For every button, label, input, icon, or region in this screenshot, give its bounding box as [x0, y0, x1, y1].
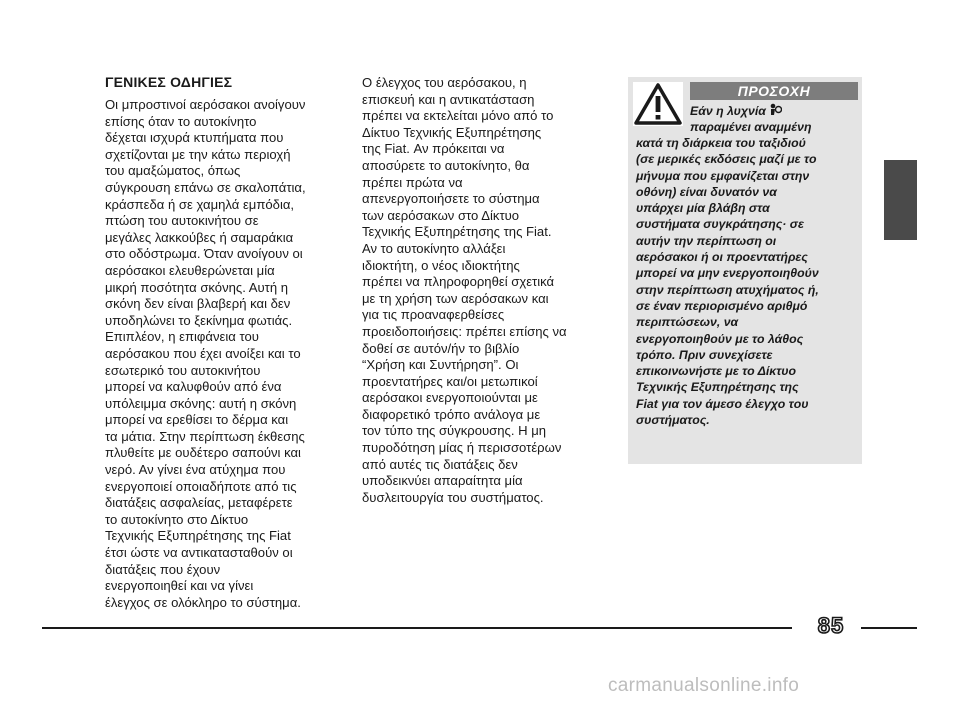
text-line: κράσπεδα ή σε χαμηλά εμπόδια,	[105, 196, 295, 212]
text-line: μπορεί να ερεθίσει το δέρμα και	[105, 412, 289, 428]
text-line: νερό. Αν γίνει ένα ατύχημα που	[105, 462, 286, 478]
warning-line: κατά τη διάρκεια του ταξιδιού	[636, 136, 806, 150]
text-line: της Fiat. Αν πρόκειται να	[362, 141, 505, 157]
chapter-tab	[884, 160, 917, 240]
text-line: πλυθείτε με ουδέτερο σαπούνι και	[105, 445, 301, 461]
watermark: carmanualsonline.info	[608, 675, 800, 696]
text-line: δυσλειτουργία του συστήματος.	[362, 489, 544, 505]
text-line: στο οδόστρωμα. Όταν ανοίγουν οι	[105, 246, 303, 262]
warning-line	[690, 103, 811, 119]
footer-rule-left	[42, 627, 792, 629]
warning-line: (σε μερικές εκδόσεις μαζί με το	[636, 152, 817, 167]
text-line: έλεγχος σε ολόκληρο το σύστημα.	[105, 594, 301, 610]
text-line: πρέπει πρώτα να	[362, 174, 463, 190]
text-line: τον τύπο της σύγκρουσης. Η μη	[362, 423, 547, 439]
warning-line: παραμένει αναμμένη	[690, 120, 812, 135]
text-line: διαφορετικό τρόπο ανάλογα με	[362, 406, 541, 422]
text-line: μεγάλες λακκούβες ή σαμαράκια	[105, 229, 294, 245]
text-line: δέχεται ισχυρά κτυπήματα που	[105, 130, 284, 146]
text-line: ενεργοποιηθεί και να γίνει	[105, 578, 254, 594]
text-line: τα μάτια. Στην περίπτωση έκθεσης	[105, 428, 305, 444]
text-line: πρέπει να εκτελείται μόνο από το	[362, 108, 554, 124]
text-line: αερόσακου που έχει ανοίξει και το	[105, 345, 301, 361]
warning-line: αυτήν την περίπτωση οι	[636, 233, 777, 248]
warning-line: ενεργοποιηθούν με το λάθος	[636, 331, 804, 346]
warning-line: μπορεί να μην ενεργοποιηθούν	[636, 266, 819, 281]
text-line: εσωτερικό του αυτοκινήτου	[105, 362, 261, 378]
text-line: διατάξεις ασφαλείας, μεταφέρετε	[105, 495, 293, 511]
warning-line: υπάρχει μία βλάβη στα	[636, 201, 770, 216]
text-line: πρέπει να πληροφορηθεί σχετικά	[362, 274, 555, 290]
warning-text-body	[636, 135, 858, 428]
warning-line: μήνυμα που εμφανίζεται στην	[636, 168, 810, 183]
text-line: το αυτοκίνητο στο Δίκτυο	[105, 511, 249, 527]
warning-line: στην περίπτωση ατυχήματος ή,	[636, 282, 819, 297]
text-line: με τη χρήση των αερόσακων και	[362, 290, 549, 306]
text-line: δοθεί σε αυτόν/ήν το βιβλίο	[362, 340, 520, 356]
text-line: Τεχνικής Εξυπηρέτησης της Fiat.	[362, 224, 552, 240]
page-number: 85	[817, 613, 845, 638]
body-column-middle	[362, 75, 602, 506]
text-line: από αυτές τις διατάξεις δεν	[362, 456, 518, 472]
text-line: διατάξεις που έχουν	[105, 561, 221, 577]
text-line: των αερόσακων στο Δίκτυο	[362, 207, 520, 223]
text-line: Επιπλέον, η επιφάνεια του	[105, 329, 259, 345]
warning-title: ΠΡΟΣΟΧΗ	[690, 82, 858, 100]
text-line: Τεχνικής Εξυπηρέτησης της Fiat	[105, 528, 291, 544]
text-line: μικρή ποσότητα σκόνης. Αυτή η	[105, 279, 289, 295]
text-line: προειδοποιήσεις: πρέπει επίσης να	[362, 323, 567, 339]
text-line: Αν το αυτοκίνητο αλλάξει	[362, 240, 506, 256]
text-line: υποδεικνύει απαραίτητα μία	[362, 473, 523, 489]
warning-line: Τεχνικής Εξυπηρέτησης της	[636, 380, 799, 395]
text-line: Δίκτυο Τεχνικής Εξυπηρέτησης	[362, 124, 542, 140]
text-line: επισκευή και η αντικατάσταση	[362, 91, 535, 107]
warning-line: συστήματος.	[636, 413, 710, 428]
warning-line: τρόπο. Πριν συνεχίσετε	[636, 347, 773, 362]
text-line: πτώση του αυτοκινήτου σε	[105, 213, 259, 229]
warning-text-top	[690, 103, 811, 136]
warning-line: επικοινωνήστε με το Δίκτυο	[636, 364, 797, 379]
text-line: αερόσακοι ελευθερώνεται μία	[105, 262, 275, 278]
text-line: πυροδότηση μίας ή περισσοτέρων	[362, 440, 562, 456]
text-line: “Χρήση και Συντήρηση”. Οι	[362, 357, 519, 373]
text-line: επίσης όταν το αυτοκίνητο	[105, 113, 257, 129]
warning-line: συστήματα συγκράτησης· σε	[636, 217, 804, 232]
body-column-left	[105, 97, 335, 611]
warning-line: Fiat για τον άμεσο έλεγχο του	[636, 396, 809, 411]
text-line: υποδηλώνει το ξεκίνημα φωτιάς.	[105, 312, 293, 328]
text-line: αερόσακοι ενεργοποιούνται με	[362, 390, 538, 406]
text-line: προεντατήρες και/οι μετωπικοί	[362, 373, 538, 389]
warning-triangle-icon	[633, 82, 683, 126]
text-line: Οι μπροστινοί αερόσακοι ανοίγουν	[105, 97, 306, 112]
text-line: Ο έλεγχος του αερόσακου, η	[362, 75, 527, 90]
warning-line: περιπτώσεων, να	[636, 315, 739, 330]
text-line: υπόλειμμα σκόνης: αυτή η σκόνη	[105, 395, 297, 411]
text-line: ιδιοκτήτη, ο νέος ιδιοκτήτης	[362, 257, 520, 273]
text-line: απενεργοποιήσετε το σύστημα	[362, 191, 540, 207]
section-heading: ΓΕΝΙΚΕΣ ΟΔΗΓΙΕΣ	[105, 74, 233, 90]
text-line: μπορεί να καλυφθούν από ένα	[105, 379, 282, 395]
text-line: σκόνη δεν είναι βλαβερή και δεν	[105, 296, 291, 312]
text-line: για τις προαναφερθείσες	[362, 307, 505, 323]
warning-line-text: Εάν η λυχνία	[690, 104, 766, 118]
text-line: του αμαξώματος, όπως	[105, 163, 241, 179]
text-line: σχετίζονται με την κάτω περιοχή	[105, 146, 291, 162]
text-line: σύγκρουση επάνω σε σκαλοπάτια,	[105, 179, 306, 195]
warning-line: οθόνη) είναι δυνατόν να	[636, 184, 777, 199]
text-line: έτσι ώστε να αντικατασταθούν οι	[105, 545, 293, 561]
text-line: ενεργοποιεί οποιαδήποτε από τις	[105, 478, 297, 494]
warning-line: σε έναν περιορισμένο αριθμό	[636, 298, 808, 313]
footer-rule-right	[861, 627, 917, 629]
warning-line: αερόσακοι ή οι προεντατήρες	[636, 250, 808, 265]
airbag-lamp-icon	[768, 103, 782, 117]
text-line: αποσύρετε το αυτοκίνητο, θα	[362, 157, 530, 173]
